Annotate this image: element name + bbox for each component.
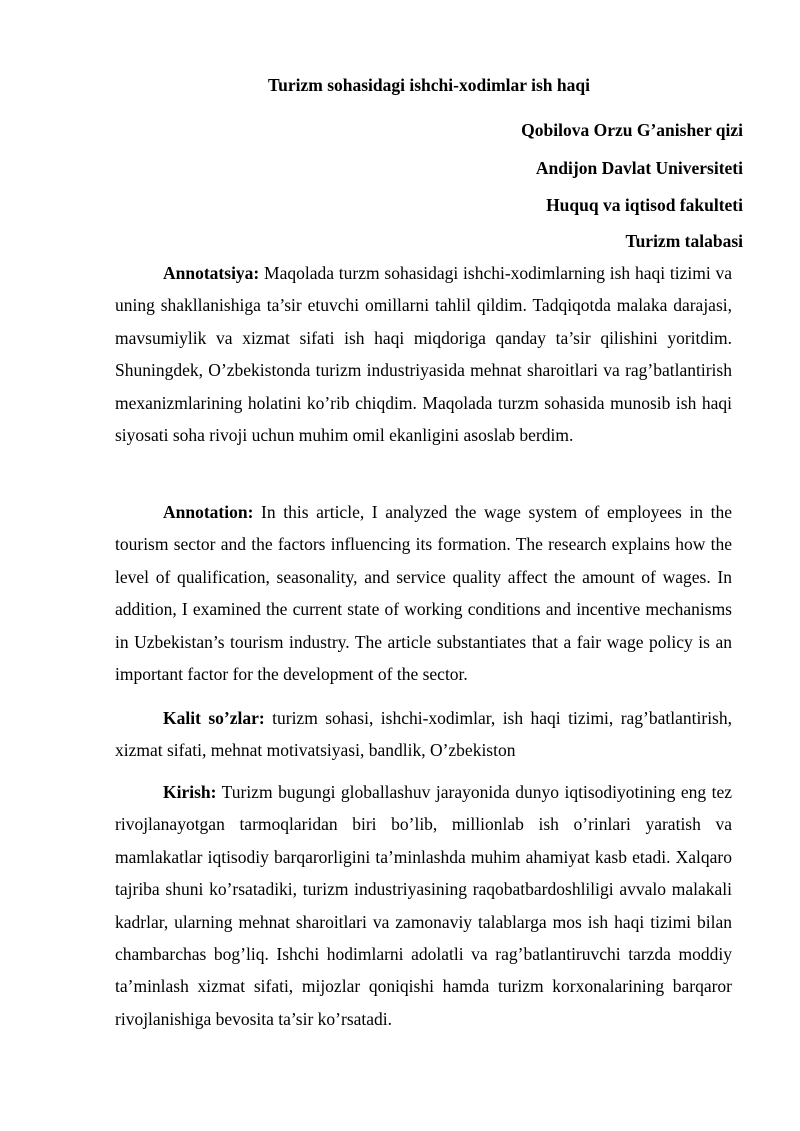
abstract-english-label: Annotation: — [163, 502, 254, 522]
introduction — [115, 776, 732, 1035]
keywords-text: turizm sohasi, ishchi-xodimlar, ish haqi tizimi, rag’batlantirish, xizmat sifati, mehnat motivatsiyasi, bandlik, O’zbekiston — [115, 708, 732, 761]
introduction-label: Kirish: — [163, 782, 217, 802]
abstract-uzbek-label: Annotatsiya: — [163, 263, 260, 283]
article-title: Turizm sohasidagi ishchi-xodimlar ish haqi — [268, 75, 590, 95]
abstract-english — [115, 496, 732, 690]
author-university: Andijon Davlat Universiteti — [535, 158, 743, 178]
author-status: Turizm talabasi — [625, 231, 743, 251]
abstract-uzbek — [115, 257, 732, 451]
author-name: Qobilova Orzu G’anisher qizi — [521, 120, 743, 140]
abstract-english-text: In this article, I analyzed the wage system of employees in the tourism sector and the factors influencing its formation. The research explains how the level of qualification, seasonality, and service quality affect the amount of wages. In addition, I examined the current state of working conditions and incentive mechanisms in Uzbekistan’s tourism industry. The article substantiates that a fair wage policy is an important factor for the development of the sector. — [115, 502, 732, 685]
abstract-uzbek-text: Maqolada turzm sohasidagi ishchi-xodimlarning ish haqi tizimi va uning shakllanishiga ta’sir etuvchi omillarni tahlil qildim. Tadqiqotda malaka darajasi, mavsumiylik va xizmat sifati ish haqi miqdoriga qanday ta’sir qilishini yoritdim. Shuningdek, O’zbekistonda turizm industriyasida mehnat sharoitlari va rag’batlantirish mexanizmlarining holatini ko’rib chiqdim. Maqolada turzm sohasida munosib ish haqi siyosati soha rivoji uchun muhim omil ekanligini asoslab berdim. — [115, 263, 732, 446]
introduction-text: Turizm bugungi globallashuv jarayonida dunyo iqtisodiyotining eng tez rivojlanayotgan tarmoqlaridan biri bo’lib, millionlab ish o’rinlari yaratish va mamlakatlar iqtisodiy barqarorligini ta’minlashda muhim ahamiyat kasb etadi. Xalqaro tajriba shuni ko’rsatadiki, turizm industriyasining raqobatbardoshliligi avvalo malakali kadrlar, ularning mehnat sharoitlari va zamonaviy talablarga mos ish haqi tizimi bilan chambarchas bog’liq. Ishchi hodimlarni adolatli va rag’batlantiruvchi tarzda moddiy ta’minlash xizmat sifati, mijozlar qoniqishi hamda turizm korxonalarining barqaror rivojlanishiga bevosita ta’sir ko’rsatadi. — [115, 782, 732, 1029]
keywords-label: Kalit so’zlar: — [163, 708, 265, 728]
author-faculty: Huquq va iqtisod fakulteti — [546, 195, 743, 215]
keywords — [115, 702, 732, 767]
